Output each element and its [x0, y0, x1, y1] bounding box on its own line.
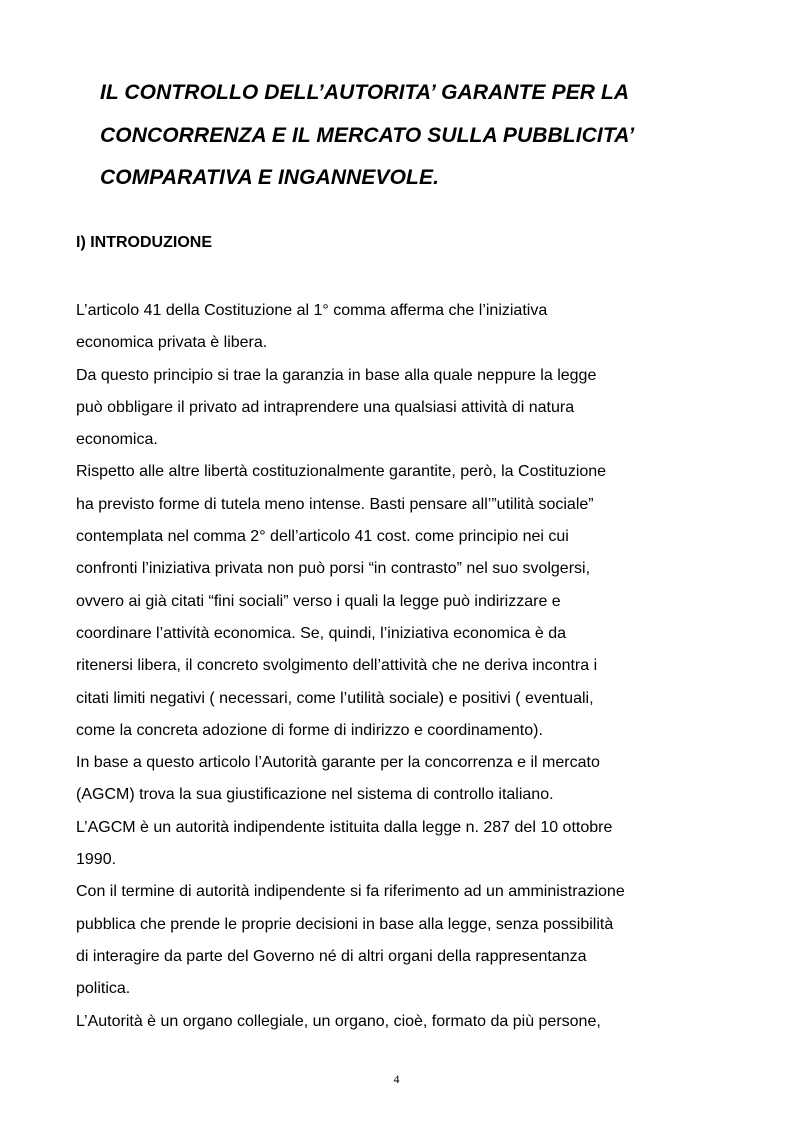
- text-line: coordinare l’attività economica. Se, quindi, l’iniziativa economica è da: [76, 624, 567, 642]
- text-line: Rispetto alle altre libertà costituzionalmente garantite, però, la Costituzione: [76, 463, 607, 481]
- text-line: (AGCM) trova la sua giustificazione nel sistema di controllo italiano.: [76, 786, 554, 804]
- text-line: L’AGCM è un autorità indipendente istituita dalla legge n. 287 del 10 ottobre: [76, 818, 613, 836]
- text-line: di interagire da parte del Governo né di altri organi della rappresentanza: [76, 947, 587, 965]
- text-line: ritenersi libera, il concreto svolgimento dell’attività che ne deriva incontra i: [76, 657, 598, 675]
- text-line: confronti l’iniziativa privata non può porsi “in contrasto” nel suo svolgersi,: [76, 560, 591, 578]
- text-line: ha previsto forme di tutela meno intense. Basti pensare all’”utilità sociale”: [76, 495, 594, 513]
- text-line: citati limiti negativi ( necessari, come l’utilità sociale) e positivi ( eventuali,: [76, 689, 594, 707]
- document-title: [100, 72, 740, 200]
- text-line: In base a questo articolo l’Autorità garante per la concorrenza e il mercato: [76, 754, 600, 772]
- section-heading: I) INTRODUZIONE: [76, 234, 212, 251]
- title-line: COMPARATIVA E INGANNEVOLE.: [100, 166, 439, 189]
- text-line: può obbligare il privato ad intraprendere una qualsiasi attività di natura: [76, 398, 575, 416]
- text-line: L’articolo 41 della Costituzione al 1° comma afferma che l’iniziativa: [76, 302, 548, 319]
- text-line: pubblica che prende le proprie decisioni in base alla legge, senza possibilità: [76, 915, 614, 933]
- text-line: 1990.: [76, 851, 117, 869]
- text-line: economica privata è libera.: [76, 334, 268, 352]
- text-line: come la concreta adozione di forme di indirizzo e coordinamento).: [76, 721, 543, 739]
- page-number: 4: [393, 1072, 400, 1086]
- text-line: ovvero ai già citati “fini sociali” verso i quali la legge può indirizzare e: [76, 592, 561, 610]
- text-line: economica.: [76, 431, 158, 449]
- text-line: contemplata nel comma 2° dell’articolo 41 cost. come principio nei cui: [76, 528, 569, 546]
- title-line: IL CONTROLLO DELL’AUTORITA’ GARANTE PER LA: [100, 81, 630, 104]
- text-line: L’Autorità è un organo collegiale, un organo, cioè, formato da più persone,: [76, 1012, 601, 1030]
- text-line: Con il termine di autorità indipendente si fa riferimento ad un amministrazione: [76, 883, 625, 901]
- text-line: politica.: [76, 980, 131, 998]
- body-text: [76, 295, 726, 1038]
- title-line: CONCORRENZA E IL MERCATO SULLA PUBBLICITA’: [100, 123, 635, 147]
- text-line: Da questo principio si trae la garanzia in base alla quale neppure la legge: [76, 366, 597, 384]
